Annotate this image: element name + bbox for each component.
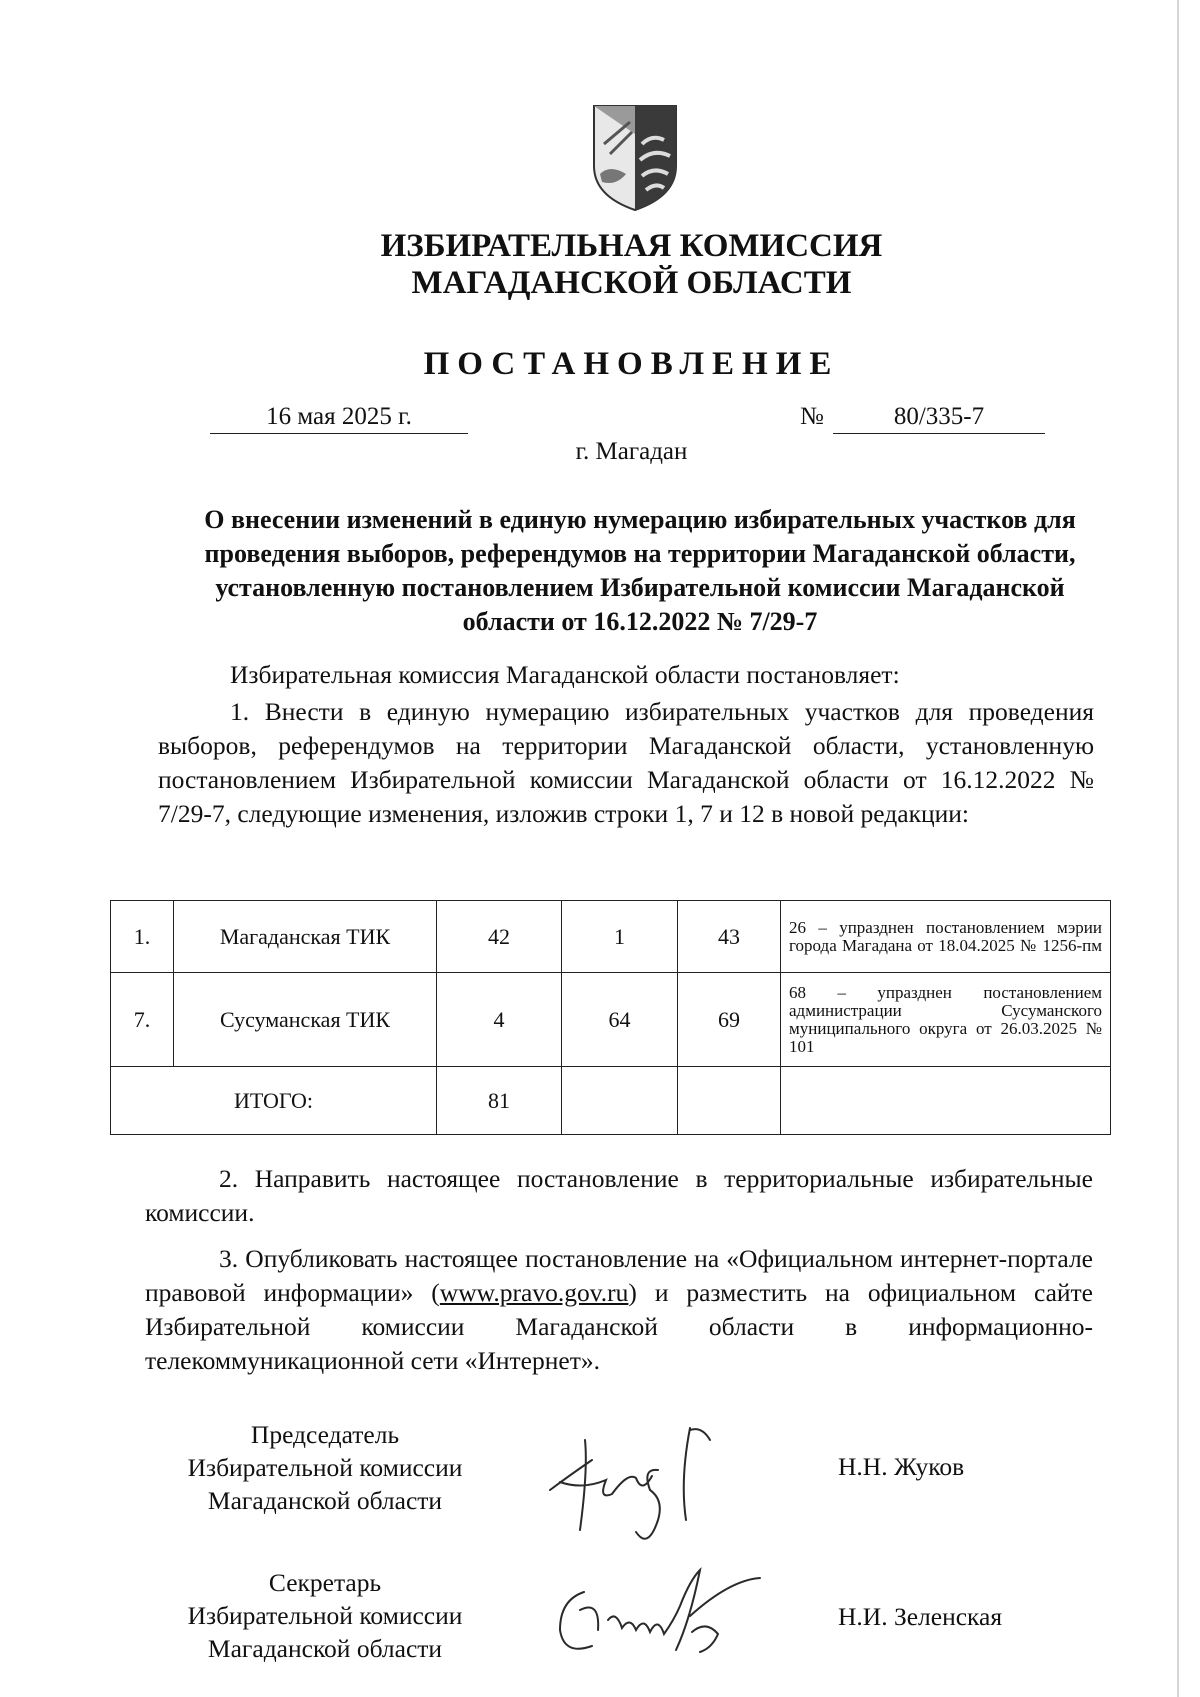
chair-title [160,1418,490,1517]
chair-title-line: Магаданской области [207,1486,443,1515]
item-3-paragraph [145,1242,1093,1378]
pravo-gov-link[interactable]: www.pravo.gov.ru [439,1278,629,1307]
lead-paragraph: Избирательная комиссия Магаданской области постановляет: [230,660,900,689]
empty-cell [562,1067,678,1135]
coat-of-arms-icon [590,104,680,212]
empty-cell [678,1067,781,1135]
secretary-signature-icon [560,1570,760,1652]
chair-signature-icon [550,1428,710,1539]
note-cell: 26 – упразднен постановлением мэрии города Магадана от 18.04.2025 № 1256-пм [781,901,1111,973]
value-cell: 64 [562,973,678,1067]
chair-title-line: Председатель [250,1420,400,1449]
organization-name-line2: МАГАДАНСКОЙ ОБЛАСТИ [411,265,852,301]
document-type: ПОСТАНОВЛЕНИЕ [423,346,840,382]
document-title: О внесении изменений в единую нумерацию избирательных участков для проведения выборов, референдумов на территории Магаданской области, установленную постановлением Избирательной комиссии Магаданской области от 16.12.2022 № 7/29-7 [204,505,1076,636]
table-row-total [111,1067,1111,1135]
organization-name-line1: ИЗБИРАТЕЛЬНАЯ КОМИССИЯ [380,228,883,264]
document-date: 16 мая 2025 г. [210,403,468,434]
tik-name: Магаданская ТИК [174,901,437,973]
amendment-table [110,900,1111,1135]
item-3-text-end: ) и разместить на официальном сайте Избирательной комиссии Магаданской области в информационно-телекоммуникационной сети «Интернет». [145,1278,1093,1375]
table-row [111,901,1111,973]
item-2-paragraph: 2. Направить настоящее постановление в территориальные избирательные комиссии. [145,1164,1093,1227]
empty-cell [781,1067,1111,1135]
value-cell: 1 [562,901,678,973]
document-number: 80/335-7 [833,403,1045,434]
city: г. Магадан [575,438,688,465]
secretary-title [160,1566,490,1665]
secretary-title-line: Магаданской области [207,1634,443,1663]
total-value: 81 [437,1067,562,1135]
value-cell: 4 [437,973,562,1067]
handwritten-signatures [540,1420,790,1690]
item-1-paragraph: 1. Внести в единую нумерацию избирательных участков для проведения выборов, референдумов на территории Магаданской области, установленную постановлением Избирательной комиссии Магаданской области от 16.12.2022 № 7/29-7, следующие изменения, изложив строки 1, 7 и 12 в новой редакции: [158,697,1094,828]
row-number: 1. [111,901,174,973]
value-cell: 42 [437,901,562,973]
tik-name: Сусуманская ТИК [174,973,437,1067]
total-label: ИТОГО: [111,1067,437,1135]
chair-name: Н.Н. Жуков [838,1452,965,1481]
item-3-text-start: 3. Опубликовать настоящее постановление на «Официальном интернет-портале правовой информации» ( [145,1244,1093,1307]
note-cell: 68 – упразднен постановлением администрации Сусуманского муниципального округа от 26.03.2025 № 101 [781,973,1111,1067]
number-label: № [800,403,824,430]
chair-title-line: Избирательной комиссии [187,1453,463,1482]
table-row [111,973,1111,1067]
value-cell: 69 [678,973,781,1067]
secretary-name: Н.И. Зеленская [838,1602,1003,1631]
value-cell: 43 [678,901,781,973]
row-number: 7. [111,973,174,1067]
secretary-title-line: Избирательной комиссии [187,1601,463,1630]
secretary-title-line: Секретарь [268,1568,382,1597]
